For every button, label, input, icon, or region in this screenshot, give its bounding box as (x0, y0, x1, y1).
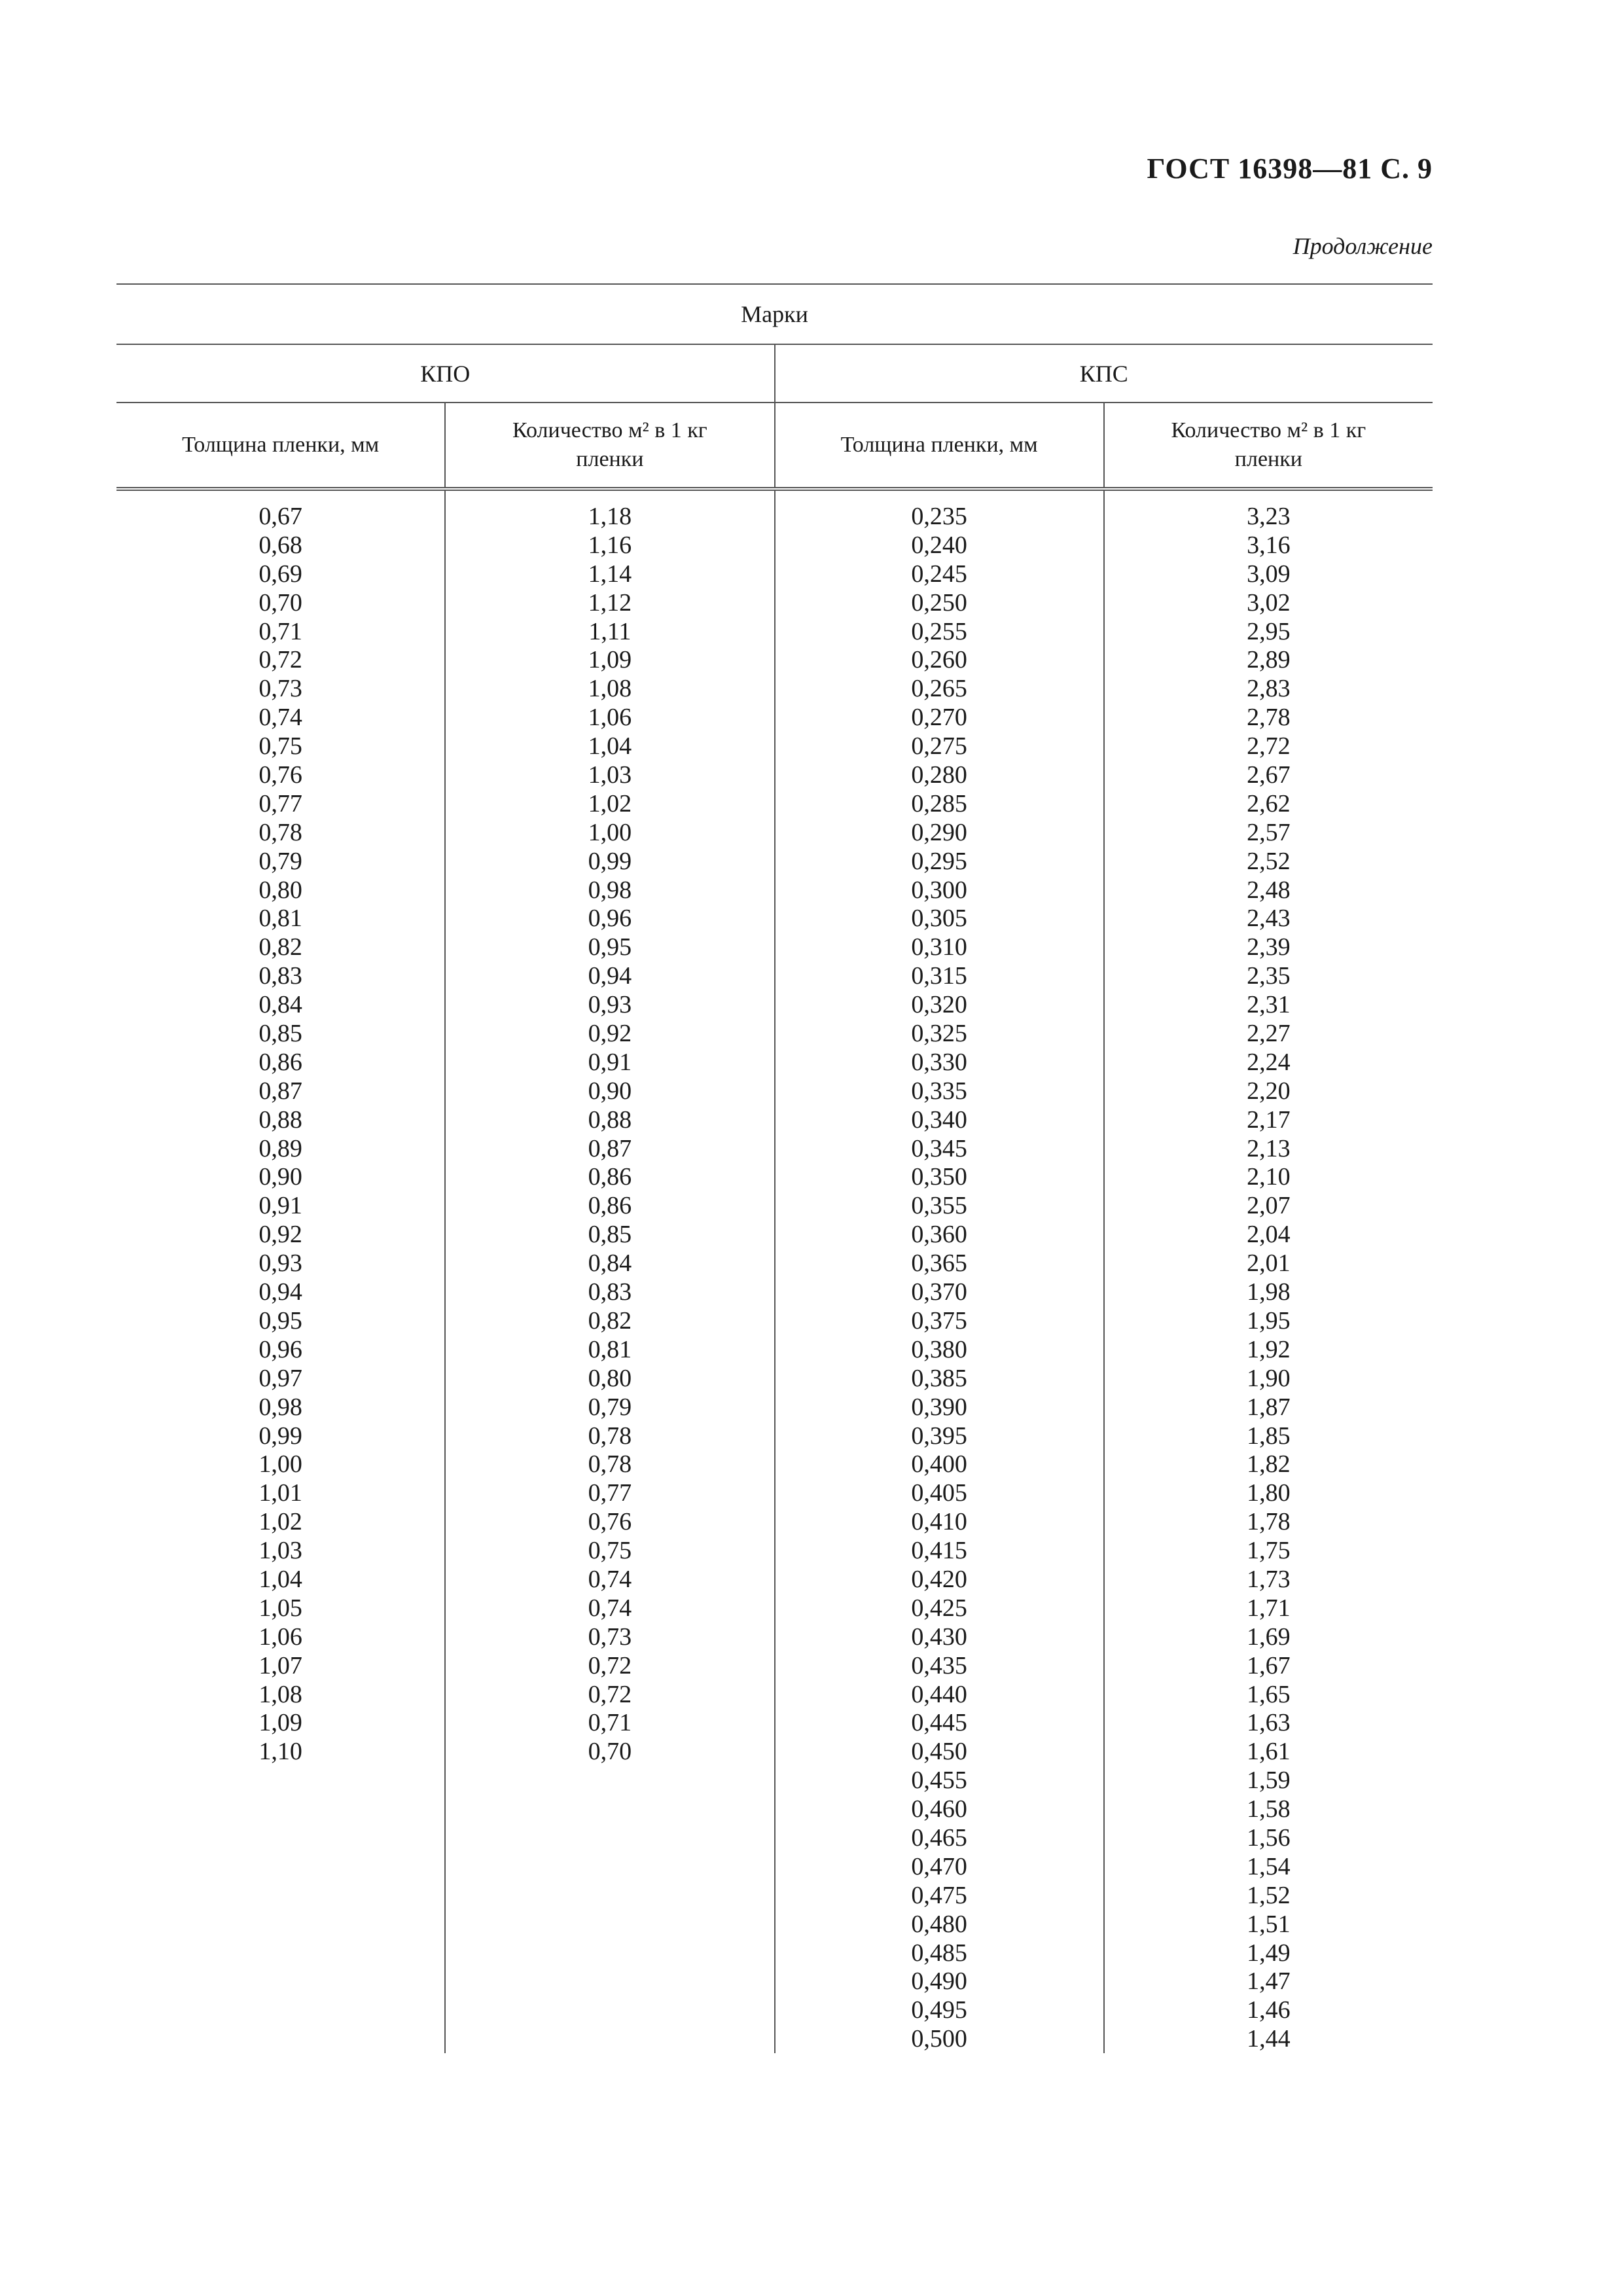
table-cell: 0,70 (259, 588, 302, 617)
table-cell: 2,27 (1247, 1020, 1291, 1048)
table-cell: 0,78 (259, 818, 302, 846)
table-cell: 0,79 (588, 1393, 632, 1421)
table-cell: 2,31 (1247, 991, 1291, 1019)
table-cell: 0,82 (588, 1306, 632, 1335)
table-cell: 0,96 (588, 905, 632, 933)
data-table (116, 283, 1433, 2053)
table-cell: 0,360 (911, 1221, 967, 1249)
table-cell: 0,375 (911, 1306, 967, 1335)
table-cell: 1,51 (1247, 1910, 1291, 1938)
table-cell: 2,10 (1247, 1163, 1291, 1191)
table-cell: 0,285 (911, 789, 967, 817)
table-cell: 1,80 (1247, 1479, 1291, 1507)
table-cell: 1,01 (259, 1479, 302, 1507)
table-cell: 2,17 (1247, 1105, 1291, 1134)
table-cell: 0,82 (259, 933, 302, 961)
table-cell: 1,69 (1247, 1623, 1291, 1651)
table-cell: 0,345 (911, 1134, 967, 1162)
table-cell: 0,450 (911, 1738, 967, 1766)
table-cell: 0,70 (588, 1738, 632, 1766)
table-cell: 0,84 (259, 991, 302, 1019)
table-cell: 1,73 (1247, 1565, 1291, 1593)
table-cell: 0,97 (259, 1364, 302, 1392)
table-cell: 1,65 (1247, 1680, 1291, 1708)
table-cell: 0,275 (911, 732, 967, 761)
table-cell: 2,01 (1247, 1249, 1291, 1278)
table-cell: 0,71 (259, 617, 302, 645)
table-cell: 0,95 (259, 1306, 302, 1335)
table-cell: 0,98 (588, 876, 632, 904)
table-cell: 1,11 (588, 617, 632, 645)
table-cell: 0,420 (911, 1565, 967, 1593)
table-cell: 2,35 (1247, 962, 1291, 990)
table-cell: 1,47 (1247, 1967, 1291, 1996)
table-cell: 0,94 (259, 1278, 302, 1306)
continuation-label: Продолжение (1293, 233, 1433, 259)
table-cell: 0,78 (588, 1422, 632, 1450)
table-cell: 0,430 (911, 1623, 967, 1651)
table-cell: 0,79 (259, 847, 302, 875)
table-cell: 0,290 (911, 818, 967, 846)
table-cell: 2,04 (1247, 1221, 1291, 1249)
table-cell: 3,09 (1247, 560, 1291, 588)
table-cell: 0,495 (911, 1996, 967, 2024)
table-cell: 2,62 (1247, 789, 1291, 817)
table-cell: 0,480 (911, 1910, 967, 1938)
table-cell: 0,91 (588, 1048, 632, 1076)
table-cell: 0,81 (259, 905, 302, 933)
table-cell: 2,83 (1247, 675, 1291, 703)
table-cell: 1,03 (588, 761, 632, 789)
table-cell: 0,93 (259, 1249, 302, 1278)
table-cell: 0,390 (911, 1393, 967, 1421)
table-cell: 3,23 (1247, 503, 1291, 530)
table-cell: 0,90 (588, 1077, 632, 1105)
table-cell: 0,99 (259, 1422, 302, 1450)
table-cell: 0,295 (911, 847, 967, 875)
table-cell: 0,400 (911, 1450, 967, 1479)
table-cell: 1,63 (1247, 1709, 1291, 1737)
table-cell: 0,465 (911, 1823, 967, 1852)
grade-kpo: КПО (420, 360, 471, 387)
table-cell: 0,93 (588, 991, 632, 1019)
table-cell: 0,340 (911, 1105, 967, 1134)
table-cell: 2,20 (1247, 1077, 1291, 1105)
table-cell: 1,04 (259, 1565, 302, 1593)
table-cell: 1,75 (1247, 1537, 1291, 1565)
table-cell: 0,88 (259, 1105, 302, 1134)
table-cell: 0,330 (911, 1048, 967, 1076)
table-cell: 0,92 (588, 1020, 632, 1048)
table-cell: 0,410 (911, 1508, 967, 1536)
table-cell: 1,10 (259, 1738, 302, 1766)
table-cell: 0,75 (259, 732, 302, 761)
table-cell: 2,95 (1247, 617, 1291, 645)
table-cell: 0,85 (259, 1020, 302, 1048)
table-cell: 0,72 (259, 646, 302, 674)
table-cell: 0,235 (911, 503, 967, 530)
table-cell: 1,56 (1247, 1823, 1291, 1852)
table-cell: 0,485 (911, 1939, 967, 1967)
table-cell: 0,240 (911, 531, 967, 559)
table-cell: 0,98 (259, 1393, 302, 1421)
table-cell: 0,77 (588, 1479, 632, 1507)
table-cell: 1,92 (1247, 1335, 1291, 1363)
table-cell: 1,08 (259, 1680, 302, 1708)
table-cell: 0,460 (911, 1795, 967, 1823)
table-cell: 0,95 (588, 933, 632, 961)
table-cell: 1,09 (588, 646, 632, 674)
group-header: Марки (116, 283, 1433, 345)
table-cell: 0,395 (911, 1422, 967, 1450)
table-cell: 0,90 (259, 1163, 302, 1191)
table-cell: 2,43 (1247, 905, 1291, 933)
table-cell: 0,335 (911, 1077, 967, 1105)
table-cell: 1,44 (1247, 2025, 1291, 2053)
table-cell: 1,90 (1247, 1364, 1291, 1392)
table-cell: 0,88 (588, 1105, 632, 1134)
table-cell: 0,76 (259, 761, 302, 789)
quantity-line2: пленки (1234, 447, 1302, 471)
table-cell: 1,07 (259, 1651, 302, 1679)
table-cell: 0,260 (911, 646, 967, 674)
table-cell: 0,96 (259, 1335, 302, 1363)
table-cell: 0,69 (259, 560, 302, 588)
table-cell: 1,05 (259, 1594, 302, 1622)
table-cell: 1,67 (1247, 1651, 1291, 1679)
table-cell: 1,00 (588, 818, 632, 846)
table-cell: 0,80 (588, 1364, 632, 1392)
table-cell: 2,24 (1247, 1048, 1291, 1076)
table-cell: 0,270 (911, 704, 967, 732)
table-cell: 1,14 (588, 560, 632, 588)
table-cell: 0,86 (588, 1163, 632, 1191)
table-cell: 0,72 (588, 1651, 632, 1679)
table-cell: 0,500 (911, 2025, 967, 2053)
table-body (116, 491, 1433, 2053)
quantity-line1: Количество м² в 1 кг (512, 418, 707, 442)
table-cell: 0,475 (911, 1881, 967, 1909)
table-cell: 1,58 (1247, 1795, 1291, 1823)
table-cell: 0,74 (259, 704, 302, 732)
table-cell: 0,87 (588, 1134, 632, 1162)
col-header-kpo-thickness: Толщина пленки, мм (182, 433, 380, 457)
table-cell: 0,415 (911, 1537, 967, 1565)
table-cell: 0,74 (588, 1594, 632, 1622)
col-header-kps-quantity (1103, 403, 1433, 487)
table-cell: 0,325 (911, 1020, 967, 1048)
table-cell: 0,280 (911, 761, 967, 789)
table-cell: 0,81 (588, 1335, 632, 1363)
table-cell: 0,77 (259, 789, 302, 817)
table-cell: 2,39 (1247, 933, 1291, 961)
table-cell: 0,435 (911, 1651, 967, 1679)
table-cell: 1,98 (1247, 1278, 1291, 1306)
quantity-line2: пленки (576, 447, 644, 471)
column-kpo-quantity (444, 491, 774, 2053)
table-cell: 0,67 (259, 503, 302, 530)
table-cell: 1,54 (1247, 1852, 1291, 1880)
table-cell: 0,305 (911, 905, 967, 933)
table-cell: 1,82 (1247, 1450, 1291, 1479)
table-cell: 1,49 (1247, 1939, 1291, 1967)
table-cell: 0,315 (911, 962, 967, 990)
table-cell: 0,68 (259, 531, 302, 559)
table-cell: 0,91 (259, 1192, 302, 1220)
table-cell: 0,490 (911, 1967, 967, 1996)
table-cell: 0,250 (911, 588, 967, 617)
table-cell: 0,370 (911, 1278, 967, 1306)
table-cell: 1,02 (259, 1508, 302, 1536)
grade-header-row (116, 345, 1433, 403)
table-cell: 0,84 (588, 1249, 632, 1278)
table-cell: 1,06 (259, 1623, 302, 1651)
table-cell: 1,18 (588, 503, 632, 530)
table-cell: 1,78 (1247, 1508, 1291, 1536)
table-cell: 0,380 (911, 1335, 967, 1363)
table-cell: 1,08 (588, 675, 632, 703)
table-cell: 0,71 (588, 1709, 632, 1737)
table-cell: 0,73 (259, 675, 302, 703)
table-cell: 2,89 (1247, 646, 1291, 674)
table-cell: 1,06 (588, 704, 632, 732)
table-cell: 0,99 (588, 847, 632, 875)
table-cell: 2,72 (1247, 732, 1291, 761)
table-cell: 2,67 (1247, 761, 1291, 789)
table-cell: 0,89 (259, 1134, 302, 1162)
table-cell: 1,00 (259, 1450, 302, 1479)
table-cell: 1,59 (1247, 1767, 1291, 1795)
col-header-kps-thickness: Толщина пленки, мм (774, 403, 1103, 487)
table-cell: 0,83 (588, 1278, 632, 1306)
table-cell: 0,87 (259, 1077, 302, 1105)
col-header-kpo-quantity (444, 403, 774, 487)
table-cell: 0,80 (259, 876, 302, 904)
table-cell: 1,71 (1247, 1594, 1291, 1622)
table-cell: 0,74 (588, 1565, 632, 1593)
table-cell: 3,16 (1247, 531, 1291, 559)
table-cell: 1,52 (1247, 1881, 1291, 1909)
table-cell: 2,52 (1247, 847, 1291, 875)
table-cell: 0,445 (911, 1709, 967, 1737)
table-cell: 0,94 (588, 962, 632, 990)
table-cell: 0,350 (911, 1163, 967, 1191)
table-cell: 0,470 (911, 1852, 967, 1880)
table-cell: 0,310 (911, 933, 967, 961)
table-cell: 0,300 (911, 876, 967, 904)
column-kps-thickness (774, 491, 1103, 2053)
table-cell: 0,455 (911, 1767, 967, 1795)
column-kpo-thickness (116, 491, 444, 2053)
grade-kps: КПС (774, 345, 1433, 402)
quantity-line1: Количество м² в 1 кг (1171, 418, 1366, 442)
table-cell: 0,92 (259, 1221, 302, 1249)
table-cell: 1,87 (1247, 1393, 1291, 1421)
column-kps-quantity (1103, 491, 1433, 2053)
table-cell: 2,57 (1247, 818, 1291, 846)
table-cell: 3,02 (1247, 588, 1291, 617)
table-cell: 0,86 (588, 1192, 632, 1220)
table-cell: 1,61 (1247, 1738, 1291, 1766)
table-cell: 1,16 (588, 531, 632, 559)
table-cell: 0,72 (588, 1680, 632, 1708)
table-cell: 0,83 (259, 962, 302, 990)
table-cell: 2,78 (1247, 704, 1291, 732)
column-header-row (116, 403, 1433, 491)
table-cell: 1,46 (1247, 1996, 1291, 2024)
table-cell: 1,12 (588, 588, 632, 617)
table-cell: 0,405 (911, 1479, 967, 1507)
table-cell: 0,75 (588, 1537, 632, 1565)
document-header: ГОСТ 16398—81 С. 9 (1147, 152, 1433, 185)
table-cell: 0,255 (911, 617, 967, 645)
table-cell: 0,385 (911, 1364, 967, 1392)
table-cell: 1,03 (259, 1537, 302, 1565)
table-cell: 0,440 (911, 1680, 967, 1708)
table-cell: 2,13 (1247, 1134, 1291, 1162)
table-cell: 1,85 (1247, 1422, 1291, 1450)
table-cell: 0,265 (911, 675, 967, 703)
table-cell: 0,365 (911, 1249, 967, 1278)
table-cell: 0,86 (259, 1048, 302, 1076)
table-cell: 0,73 (588, 1623, 632, 1651)
table-cell: 0,76 (588, 1508, 632, 1536)
table-cell: 0,78 (588, 1450, 632, 1479)
table-cell: 1,04 (588, 732, 632, 761)
table-cell: 1,09 (259, 1709, 302, 1737)
table-cell: 1,95 (1247, 1306, 1291, 1335)
table-cell: 0,85 (588, 1221, 632, 1249)
table-cell: 0,245 (911, 560, 967, 588)
table-cell: 2,07 (1247, 1192, 1291, 1220)
table-cell: 1,02 (588, 789, 632, 817)
table-cell: 0,320 (911, 991, 967, 1019)
table-cell: 0,355 (911, 1192, 967, 1220)
table-cell: 2,48 (1247, 876, 1291, 904)
table-cell: 0,425 (911, 1594, 967, 1622)
